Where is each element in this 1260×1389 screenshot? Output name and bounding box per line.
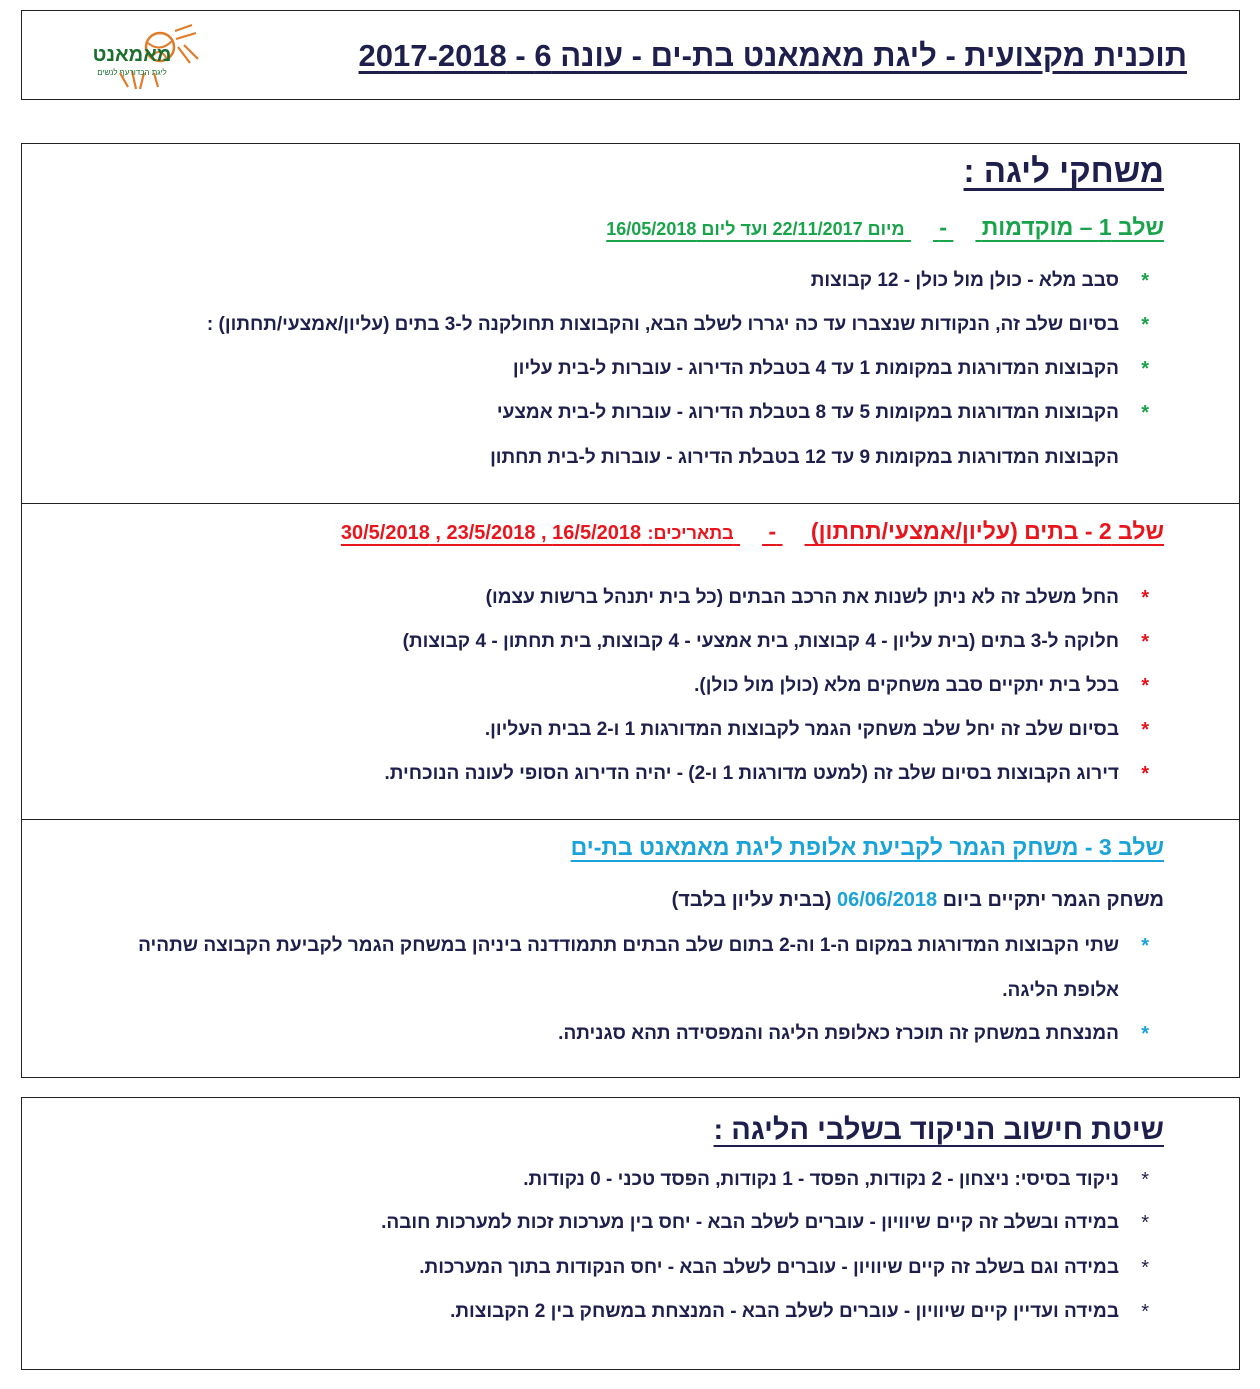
stage3-item-cont: אלופת הליגה. (1002, 980, 1119, 1001)
league-logo (80, 23, 200, 93)
stage2-dash: - (768, 518, 777, 544)
stage1-dates: מיום 22/11/2017 ועד ליום 16/05/2018 (606, 219, 905, 239)
section-divider (22, 819, 1239, 820)
stage2-heading (341, 518, 1164, 545)
stage3-item: המנצחת במשחק זה תוכרז כאלופת הליגה והמפסידה תהא סגניתה. (558, 1023, 1119, 1044)
stage1-item: סבב מלא - כולן מול כולן - 12 קבוצות (810, 270, 1119, 291)
scoring-item: במידה ועדיין קיים שיוויון - עוברים לשלב הבא - המנצחת במשחק בין 2 הקבוצות. (450, 1301, 1119, 1322)
stage1-item: בסיום שלב זה, הנקודות שנצברו עד כה יגררו לשלב הבא, והקבוצות תחולקנה ל-3 בתים (עליון/אמצעי/תחתון) : (206, 314, 1119, 335)
scoring-box (21, 1097, 1240, 1370)
league-games-box (21, 143, 1240, 1078)
stage3-item: שתי הקבוצות המדורגות במקום ה-1 וה-2 בתום שלב הבתים תתמודדנה ביניהן במשחק הגמר לקביעת הקבוצה שתהיה (138, 935, 1119, 956)
scoring-item: ניקוד בסיסי: ניצחון - 2 נקודות, הפסד - 1 נקודות, הפסד טכני - 0 נקודות. (523, 1169, 1119, 1190)
stage2-item: דירוג הקבוצות בסיום שלב זה (למעט מדורגות 1 ו-2) - יהיה הדירוג הסופי לעונה הנוכחית. (384, 763, 1119, 784)
scoring-item: במידה וגם בשלב זה קיים שיוויון - עוברים לשלב הבא - יחס הנקודות בתוך המערכות. (419, 1257, 1119, 1278)
stage3-bullet: * (1141, 1023, 1149, 1045)
stage1-bullet: * (1141, 314, 1149, 336)
document-title: תוכנית מקצועית - ליגת מאמאנט בת-ים - עונה 6 - 2017-2018 (358, 38, 1187, 73)
stage2-item: חלוקה ל-3 בתים (בית עליון - 4 קבוצות, בית אמצעי - 4 קבוצות, בית תחתון - 4 קבוצות) (402, 631, 1119, 652)
scoring-bullet: * (1141, 1257, 1149, 1279)
final-date: 06/06/2018 (836, 889, 938, 911)
stage1-heading (606, 214, 1164, 241)
final-date-line (672, 889, 1164, 912)
stage2-item: החל משלב זה לא ניתן לשנות את הרכב הבתים (כל בית יתנהל ברשות עצמו) (485, 587, 1119, 608)
scoring-item: במידה ובשלב זה קיים שיוויון - עוברים לשלב הבא - יחס בין מערכות זכות למערכות חובה. (381, 1212, 1119, 1233)
stage1-title: שלב 1 – מוקדמות (981, 214, 1164, 240)
final-post: (בבית עליון בלבד) (671, 889, 832, 911)
scoring-heading: שיטת חישוב הניקוד בשלבי הליגה : (713, 1114, 1164, 1146)
stage2-item: בכל בית יתקיים סבב משחקים מלא (כולן מול כולן). (694, 675, 1119, 696)
stage2-dates-label: בתאריכים: (647, 523, 734, 543)
logo-subtext: ליגת הכדורעף לנשים (97, 68, 167, 77)
stage2-bullet: * (1141, 631, 1149, 653)
stage2-dates: 16/5/2018 , 23/5/2018 , 30/5/2018 (340, 522, 642, 544)
stage3-heading: שלב 3 - משחק הגמר לקביעת אלופת ליגת מאמאנט בת-ים (570, 834, 1164, 860)
stage1-bullet: * (1141, 358, 1149, 380)
league-heading: משחקי ליגה : (963, 152, 1164, 189)
stage2-bullet: * (1141, 675, 1149, 697)
stage1-item: הקבוצות המדורגות במקומות 1 עד 4 בטבלת הדירוג - עוברות ל-בית עליון (512, 358, 1119, 379)
stage1-bullet: * (1141, 270, 1149, 292)
scoring-bullet: * (1141, 1169, 1149, 1191)
stage2-title: שלב 2 - בתים (עליון/אמצעי/תחתון) (810, 518, 1164, 544)
header-box (21, 10, 1240, 100)
stage2-bullet: * (1141, 763, 1149, 785)
stage2-item: בסיום שלב זה יחל שלב משחקי הגמר לקבוצות המדורגות 1 ו-2 בבית העליון. (484, 719, 1119, 740)
stage1-item: הקבוצות המדורגות במקומות 9 עד 12 בטבלת הדירוג - עוברות ל-בית תחתון (490, 447, 1119, 468)
final-pre: משחק הגמר יתקיים ביום (942, 889, 1164, 911)
stage1-item: הקבוצות המדורגות במקומות 5 עד 8 בטבלת הדירוג - עוברות ל-בית אמצעי (496, 402, 1119, 423)
stage1-dash: - (939, 214, 947, 240)
stage1-bullet: * (1141, 402, 1149, 424)
stage2-bullet: * (1141, 719, 1149, 741)
stage3-bullet: * (1141, 935, 1149, 957)
stage2-bullet: * (1141, 587, 1149, 609)
scoring-bullet: * (1141, 1212, 1149, 1234)
scoring-bullet: * (1141, 1301, 1149, 1323)
section-divider (22, 503, 1239, 504)
logo-text: מאמאנט (92, 44, 172, 66)
